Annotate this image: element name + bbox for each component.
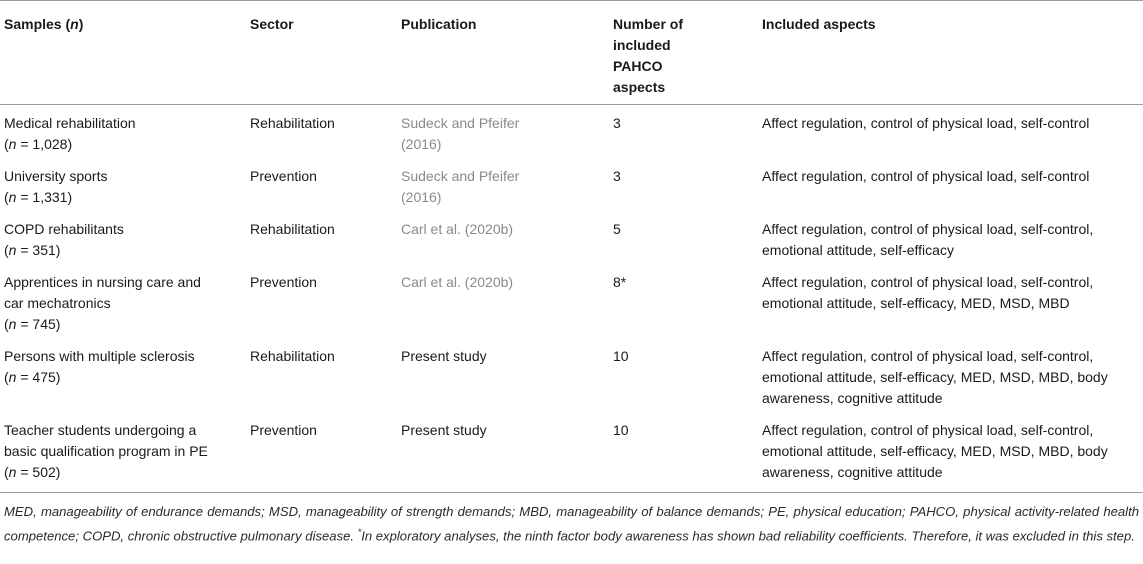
sample-name: University sports xyxy=(4,168,108,184)
sample-name: Medical rehabilitation xyxy=(4,115,136,131)
cell-sector: Prevention xyxy=(250,422,317,438)
table-row xyxy=(0,264,1143,338)
cell-publication: Present study xyxy=(401,348,487,364)
table-row xyxy=(0,105,1143,159)
cell-number: 3 xyxy=(613,168,621,184)
sample-size: (n = 351) xyxy=(4,242,61,258)
cell-sample xyxy=(0,412,246,493)
sample-size: (n = 1,028) xyxy=(4,136,73,152)
sample-name: COPD rehabilitants xyxy=(4,221,124,237)
table-row xyxy=(0,158,1143,211)
cell-aspects: Affect regulation, control of physical load, self-control, emotional attitude, self-efficacy, MED, MSD, MBD, body awareness, cognitive attitude xyxy=(762,422,1108,480)
table-row xyxy=(0,412,1143,493)
cell-publication[interactable]: Sudeck and Pfeifer (2016) xyxy=(401,168,520,205)
sample-size: (n = 745) xyxy=(4,316,61,332)
cell-aspects: Affect regulation, control of physical load, self-control xyxy=(762,168,1090,184)
table-row xyxy=(0,338,1143,412)
cell-publication[interactable]: Carl et al. (2020b) xyxy=(401,274,514,290)
cell-sample xyxy=(0,158,246,211)
sample-size: (n = 1,331) xyxy=(4,189,73,205)
cell-sector: Rehabilitation xyxy=(250,115,335,131)
cell-sample xyxy=(0,338,246,412)
cell-publication[interactable]: Carl et al. (2020b) xyxy=(401,221,514,237)
table-row xyxy=(0,211,1143,264)
cell-sector: Rehabilitation xyxy=(250,348,335,364)
header-samples: Samples (n) xyxy=(0,1,246,105)
cell-aspects: Affect regulation, control of physical load, self-control, emotional attitude, self-efficacy, MED, MSD, MBD, body awareness, cognitive attitude xyxy=(762,348,1108,406)
cell-aspects: Affect regulation, control of physical load, self-control xyxy=(762,115,1090,131)
sample-size: (n = 502) xyxy=(4,464,61,480)
sample-name: Apprentices in nursing care and car mechatronics xyxy=(4,274,201,311)
cell-number: 8* xyxy=(613,274,627,290)
cell-sample xyxy=(0,105,246,159)
cell-number: 10 xyxy=(613,348,629,364)
cell-sector: Prevention xyxy=(250,168,317,184)
sample-name: Teacher students undergoing a basic qualification program in PE xyxy=(4,422,208,459)
header-number-of-aspects: Number of included PAHCO aspects xyxy=(609,1,758,105)
header-included-aspects: Included aspects xyxy=(758,1,1143,105)
cell-sector: Rehabilitation xyxy=(250,221,335,237)
header-sector: Sector xyxy=(246,1,397,105)
cell-sector: Prevention xyxy=(250,274,317,290)
cell-aspects: Affect regulation, control of physical load, self-control, emotional attitude, self-efficacy, MED, MSD, MBD xyxy=(762,274,1094,311)
header-publication: Publication xyxy=(397,1,609,105)
cell-publication[interactable]: Sudeck and Pfeifer (2016) xyxy=(401,115,520,152)
cell-sample xyxy=(0,264,246,338)
cell-number: 10 xyxy=(613,422,629,438)
sample-size: (n = 475) xyxy=(4,369,61,385)
table-footnote: MED, manageability of endurance demands; MSD, manageability of strength demands; MBD, manageability of balance demands; PE, physical education; PAHCO, physical activity-related health competence; COPD, chronic obstructive pulmonary disease. *In exploratory analyses, the ninth factor body awareness has shown bad reliability coefficients. Therefore, it was excluded in this step. xyxy=(4,504,1139,544)
cell-number: 5 xyxy=(613,221,621,237)
header-row xyxy=(0,1,1143,105)
cell-aspects: Affect regulation, control of physical load, self-control, emotional attitude, self-efficacy xyxy=(762,221,1094,258)
sample-name: Persons with multiple sclerosis xyxy=(4,348,195,364)
cell-number: 3 xyxy=(613,115,621,131)
cell-sample xyxy=(0,211,246,264)
cell-publication: Present study xyxy=(401,422,487,438)
